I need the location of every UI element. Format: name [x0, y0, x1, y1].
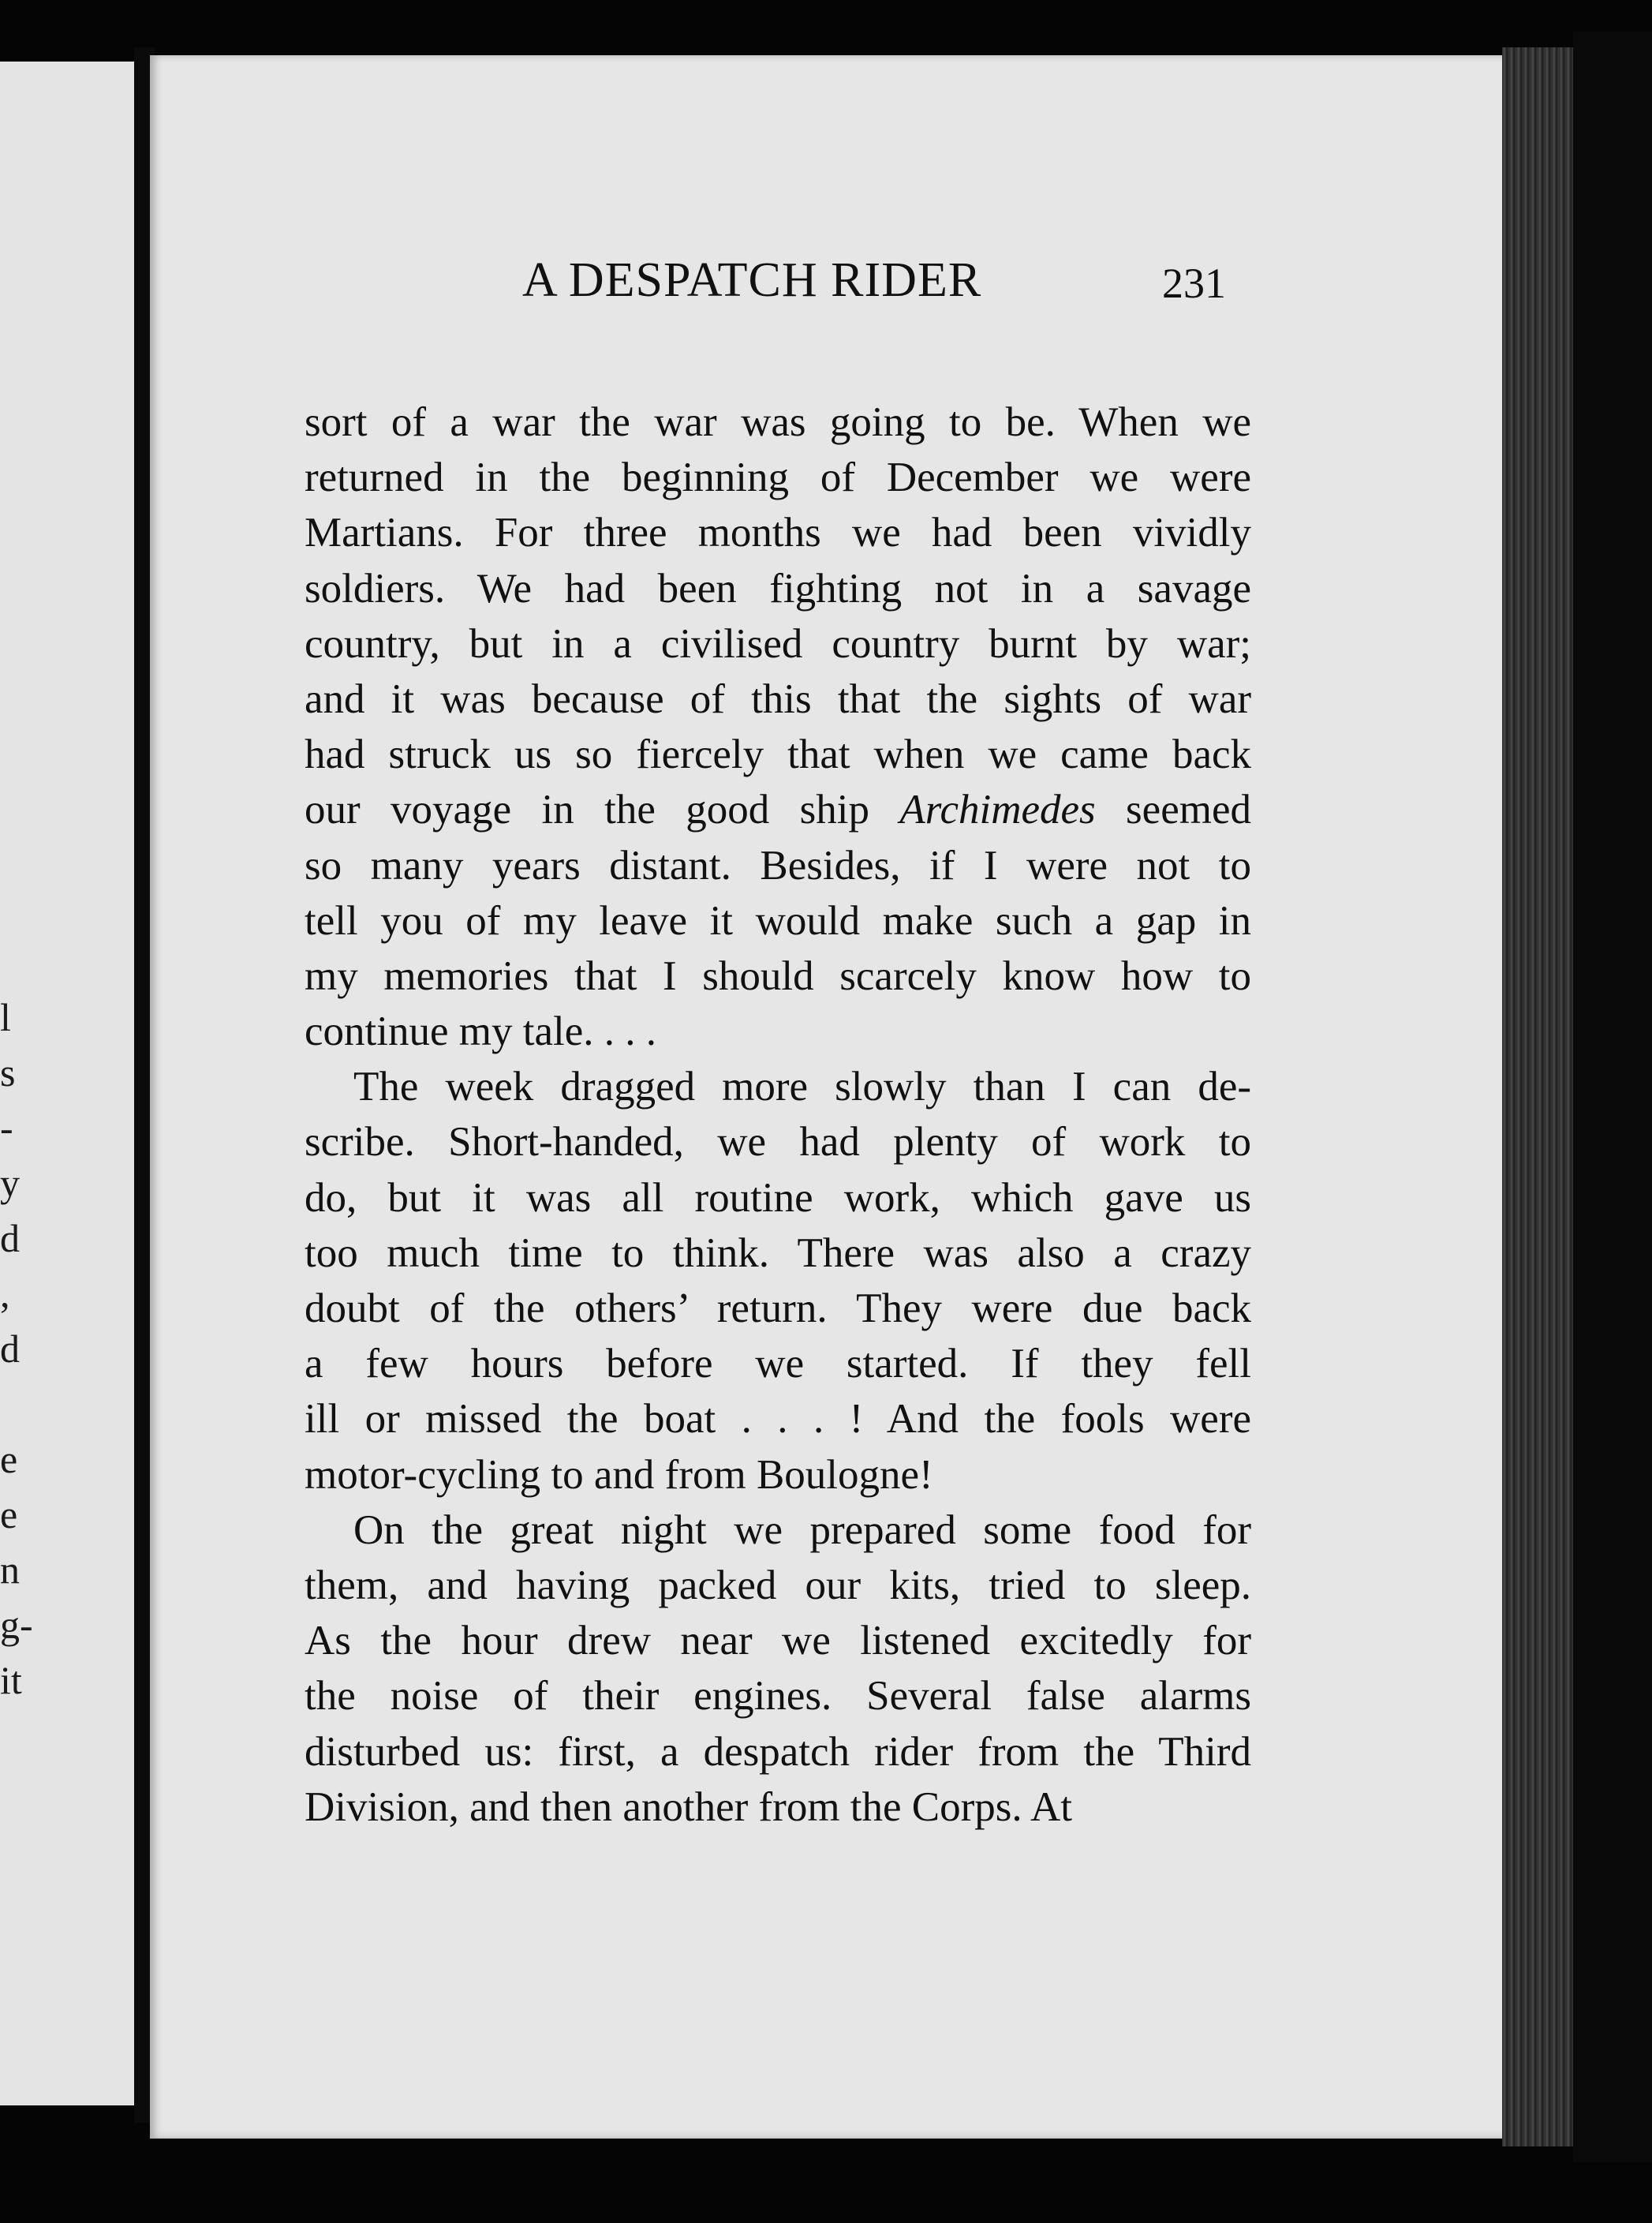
text-line [305, 1114, 1251, 1170]
text-segment: too much time to think. There was also a crazy [305, 1229, 1251, 1276]
text-line [305, 949, 1251, 1004]
text-segment: and it was because of this that the sights of war [305, 676, 1251, 722]
text-segment: soldiers. We had been fighting not in a savage [305, 565, 1251, 612]
text-line [305, 505, 1251, 560]
scan-background-right [1573, 32, 1652, 2162]
text-line [305, 1004, 1251, 1059]
text-line [305, 727, 1251, 782]
text-line [305, 1170, 1251, 1226]
text-segment: them, and having packed our kits, tried to sleep. [305, 1562, 1251, 1608]
facing-page-fragment: l [0, 995, 11, 1039]
facing-page-fragment: e [0, 1437, 18, 1481]
text-line [305, 1336, 1251, 1391]
facing-page-fragment: d [0, 1216, 20, 1260]
facing-page-fragment: , [0, 1271, 10, 1315]
facing-page-fragment: e [0, 1492, 18, 1536]
text-segment: continue my tale. . . . [305, 1009, 656, 1055]
running-title: A DESPATCH RIDER [522, 253, 982, 307]
facing-page-fragment: s [0, 1050, 16, 1095]
text-line [305, 1059, 1251, 1114]
text-line [305, 1281, 1251, 1336]
text-line [305, 672, 1251, 727]
facing-page-fragment: g- [0, 1603, 33, 1647]
book-page [150, 55, 1505, 2139]
italic-ship-name: Archimedes [899, 787, 1096, 833]
text-segment: do, but it was all routine work, which gave us [305, 1174, 1251, 1221]
facing-page-left [0, 62, 140, 2105]
text-segment: motor-cycling to and from Boulogne! [305, 1451, 933, 1498]
text-line [305, 1668, 1251, 1723]
text-segment: Martians. For three months we had been vividly [305, 510, 1251, 556]
book-edge-pages [1502, 47, 1573, 2146]
text-segment: country, but in a civilised country burnt by war; [305, 620, 1251, 667]
text-line [305, 1724, 1251, 1780]
text-segment: As the hour drew near we listened excitedly for [305, 1618, 1251, 1664]
text-segment: returned in the beginning of December we were [305, 455, 1251, 501]
facing-page-fragment: y [0, 1161, 20, 1205]
text-segment: On the great night we prepared some food for [353, 1506, 1251, 1553]
text-line [305, 561, 1251, 616]
facing-page-fragment: n [0, 1547, 20, 1592]
text-segment: our voyage in the good ship [305, 787, 900, 833]
text-line [305, 1558, 1251, 1613]
page-number: 231 [1162, 260, 1226, 307]
text-line [305, 395, 1251, 450]
text-segment: disturbed us: first, a despatch rider from the Third [305, 1728, 1251, 1775]
text-segment: Division, and then another from the Corps. At [305, 1783, 1072, 1830]
facing-page-fragment: d [0, 1327, 20, 1371]
running-head [150, 253, 1505, 331]
text-segment: scribe. Short-handed, we had plenty of work to [305, 1119, 1251, 1166]
text-segment: my memories that I should scarcely know how to [305, 952, 1251, 999]
text-segment: a few hours before we started. If they fell [305, 1341, 1251, 1387]
text-line [305, 1226, 1251, 1281]
text-segment: doubt of the others’ return. They were due back [305, 1286, 1251, 1331]
text-segment: the noise of their engines. Several false alarms [305, 1673, 1251, 1720]
facing-page-fragment: it [0, 1658, 22, 1702]
text-segment: tell you of my leave it would make such a gap in [305, 897, 1251, 944]
text-segment: seemed [1095, 787, 1251, 833]
text-segment: The week dragged more slowly than I can de- [353, 1064, 1251, 1110]
text-line [305, 450, 1251, 505]
text-line [305, 1447, 1251, 1503]
text-segment: sort of a war the war was going to be. When we [305, 399, 1251, 445]
text-line [305, 1780, 1251, 1835]
facing-page-fragment: - [0, 1106, 13, 1150]
text-line [305, 1391, 1251, 1446]
text-segment: had struck us so fiercely that when we came back [305, 732, 1251, 778]
body-text [305, 395, 1251, 1835]
text-line [305, 1613, 1251, 1668]
text-line [305, 616, 1251, 672]
facing-page-text-fragments [0, 62, 140, 2105]
text-segment: so many years distant. Besides, if I were not to [305, 842, 1251, 889]
text-line [305, 782, 1251, 837]
text-line [305, 1503, 1251, 1558]
text-line [305, 893, 1251, 949]
text-line [305, 838, 1251, 893]
text-segment: ill or missed the boat . . . ! And the fools were [305, 1396, 1251, 1443]
